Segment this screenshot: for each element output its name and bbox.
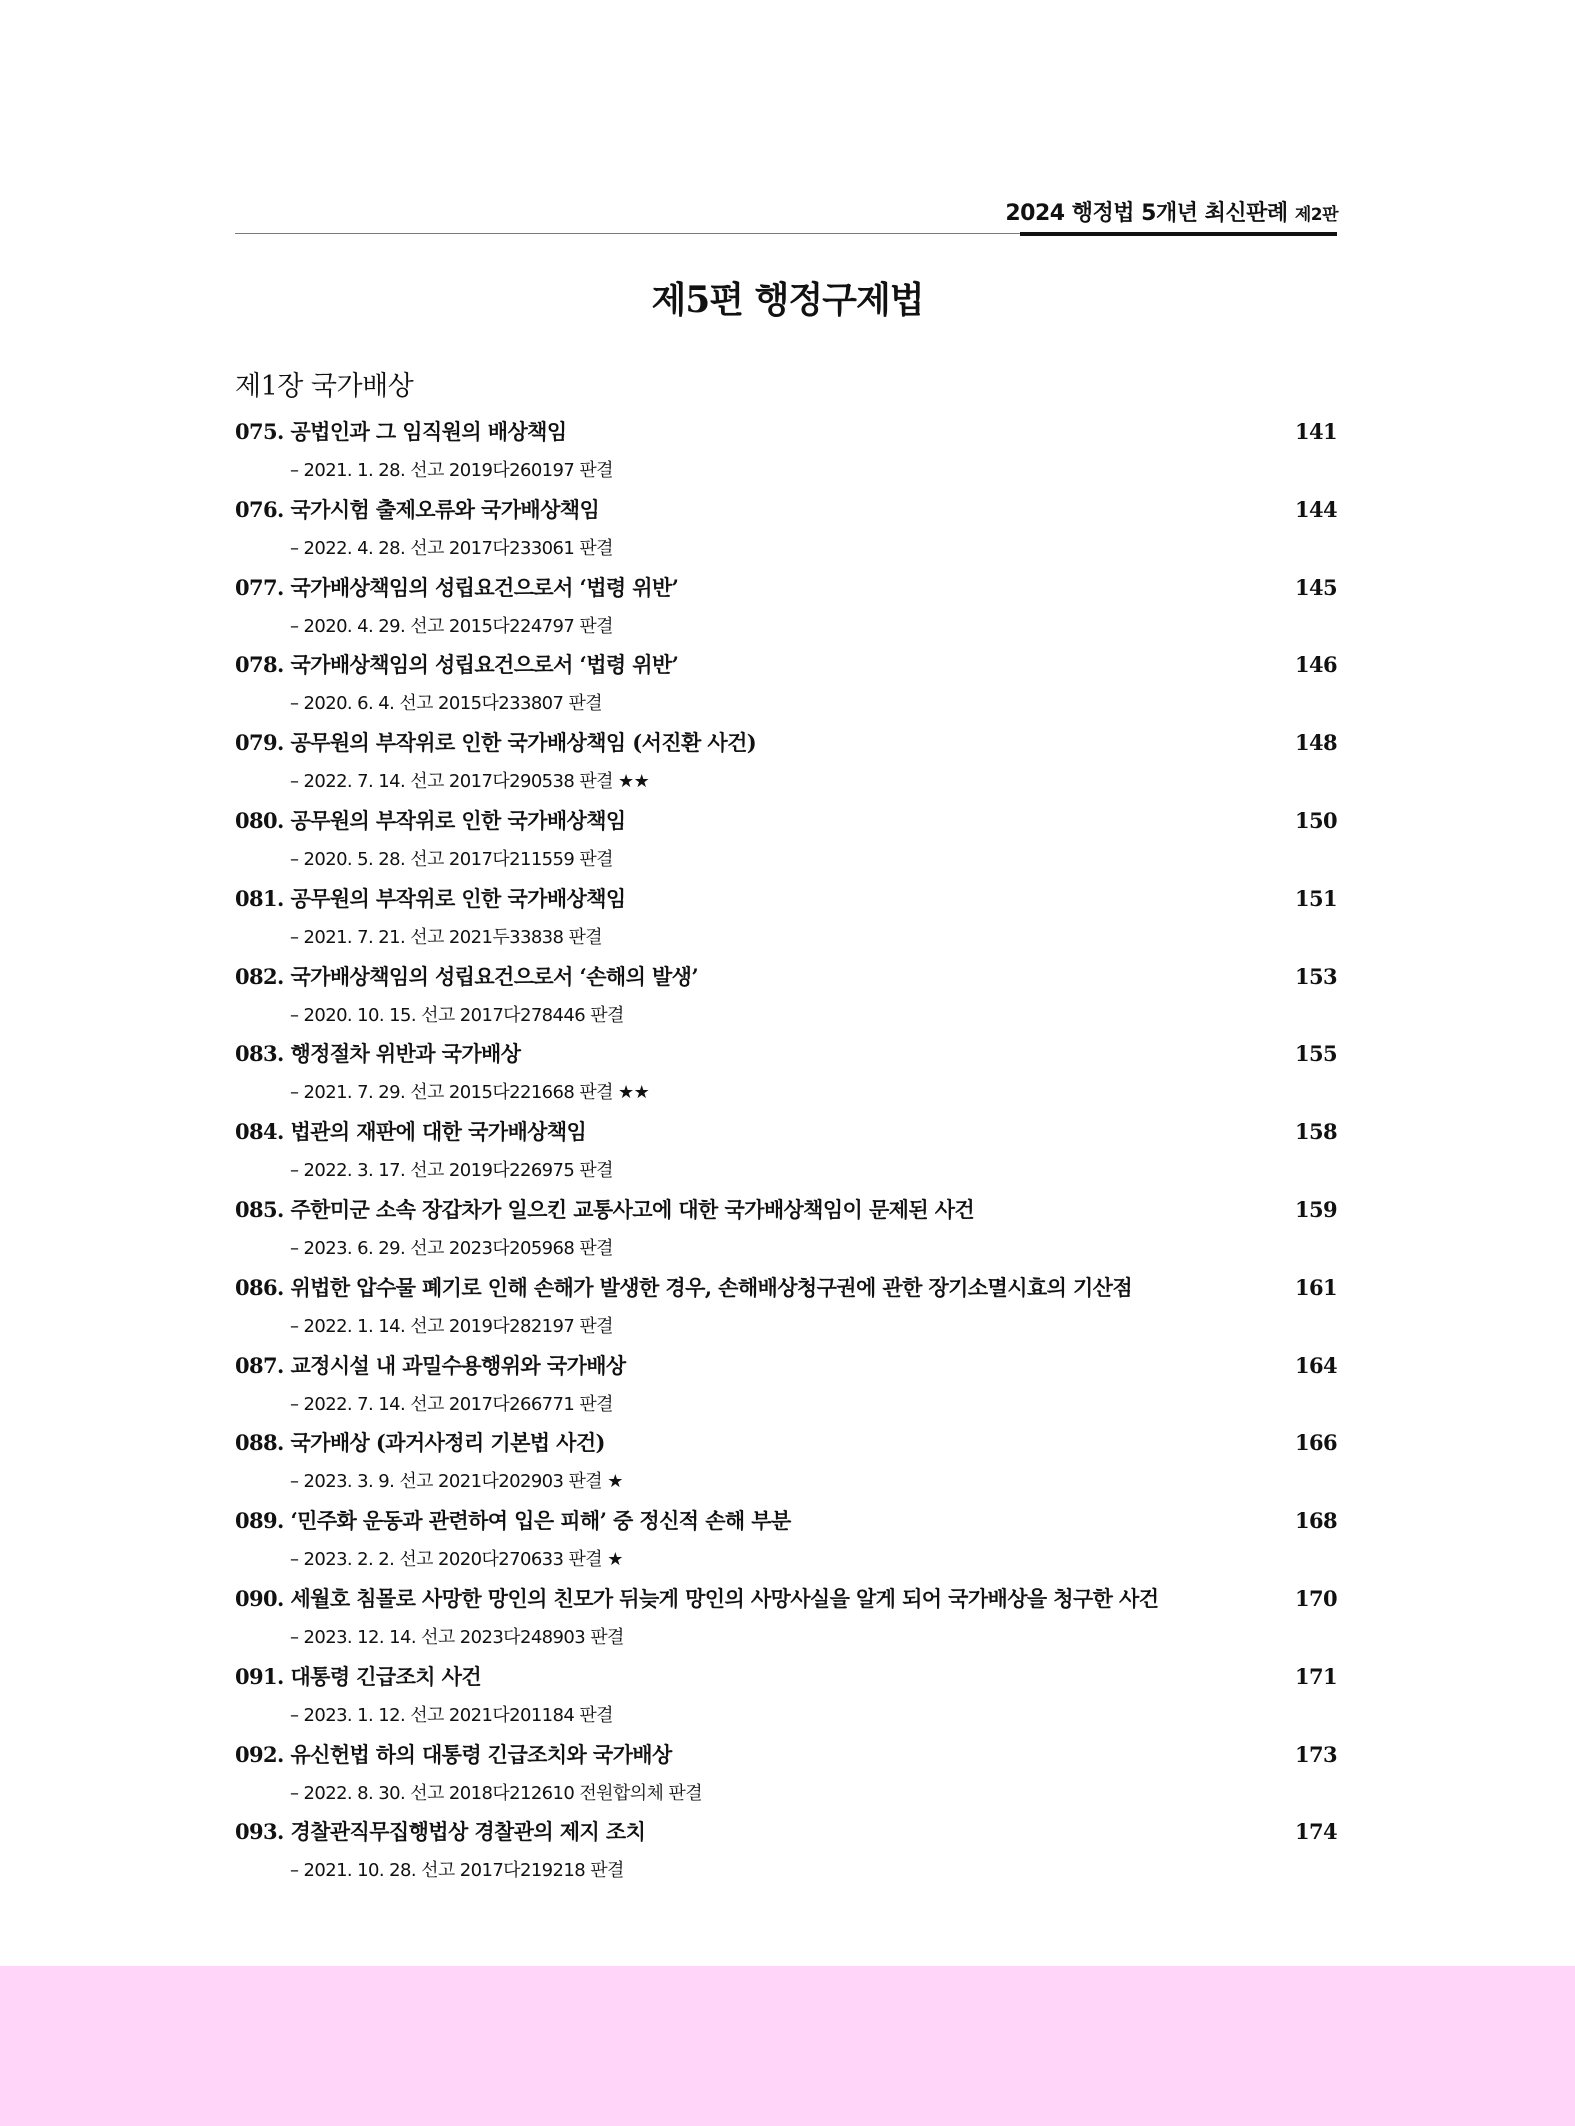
toc-entry-case: – 2023. 2. 2. 선고 2020다270633 판결 ★ xyxy=(290,1549,623,1570)
toc-entry[interactable] xyxy=(0,1661,1575,1739)
toc-entry-case: – 2021. 7. 29. 선고 2015다221668 판결 ★★ xyxy=(290,1082,650,1103)
toc-entry-page: 174 xyxy=(1294,1819,1337,1844)
toc-entry-case: – 2022. 7. 14. 선고 2017다266771 판결 xyxy=(290,1394,613,1415)
toc-entry-case: – 2022. 8. 30. 선고 2018다212610 전원합의체 판결 xyxy=(290,1783,702,1804)
part-title: 제5편 행정구제법 xyxy=(651,279,924,321)
toc-entry-page: 145 xyxy=(1294,575,1337,600)
toc-entry-line xyxy=(235,572,1337,604)
toc-entry-page: 166 xyxy=(1294,1430,1337,1455)
toc-entry-page: 153 xyxy=(1294,964,1337,989)
toc-entry-page: 141 xyxy=(1294,419,1337,444)
toc-entry-case: – 2020. 4. 29. 선고 2015다224797 판결 xyxy=(290,616,613,637)
toc-entry-case: – 2022. 3. 17. 선고 2019다226975 판결 xyxy=(290,1160,613,1181)
toc-entry-line xyxy=(235,1038,1337,1070)
chapter-title: 제1장 국가배상 xyxy=(235,371,414,402)
toc-entry-line xyxy=(235,1427,1337,1459)
toc-entry[interactable] xyxy=(0,1116,1575,1194)
toc-entry-line xyxy=(235,416,1337,448)
toc-entry[interactable] xyxy=(0,1816,1575,1894)
toc-entry-title: 077. 국가배상책임의 성립요건으로서 ‘법령 위반’ xyxy=(235,575,679,600)
toc-entry-title: 090. 세월호 침몰로 사망한 망인의 친모가 뒤늦게 망인의 사망사실을 알게 되어 국가배상을 청구한 사건 xyxy=(235,1586,1159,1611)
toc-entry-line xyxy=(235,1661,1337,1693)
toc-entry-line xyxy=(235,494,1337,526)
toc-entry-page: 151 xyxy=(1294,886,1337,911)
toc-entry-line xyxy=(235,727,1337,759)
toc-entry[interactable] xyxy=(0,1350,1575,1428)
toc-entry-case: – 2023. 12. 14. 선고 2023다248903 판결 xyxy=(290,1627,624,1648)
toc-entry-title: 085. 주한미군 소속 장갑차가 일으킨 교통사고에 대한 국가배상책임이 문제된 사건 xyxy=(235,1197,975,1222)
toc-entry-page: 173 xyxy=(1294,1742,1337,1767)
toc-entry-title: 083. 행정절차 위반과 국가배상 xyxy=(235,1041,521,1066)
toc-entry[interactable] xyxy=(0,1583,1575,1661)
toc-entry[interactable] xyxy=(0,805,1575,883)
toc-entry-page: 161 xyxy=(1294,1275,1337,1300)
toc-entry-page: 150 xyxy=(1294,808,1337,833)
toc-entry-title: 088. 국가배상 (과거사정리 기본법 사건) xyxy=(235,1430,605,1455)
toc-entry-line xyxy=(235,883,1337,915)
toc-entry[interactable] xyxy=(0,1739,1575,1817)
toc-entry[interactable] xyxy=(0,1505,1575,1583)
edition-label: 제2판 xyxy=(1294,205,1338,225)
toc-entry-title: 078. 국가배상책임의 성립요건으로서 ‘법령 위반’ xyxy=(235,652,679,677)
toc-entry-case: – 2023. 6. 29. 선고 2023다205968 판결 xyxy=(290,1238,613,1259)
toc-entry-case: – 2022. 7. 14. 선고 2017다290538 판결 ★★ xyxy=(290,771,650,792)
toc-entry-case: – 2023. 1. 12. 선고 2021다201184 판결 xyxy=(290,1705,613,1726)
toc-entry-line xyxy=(235,1350,1337,1382)
toc-entry-line xyxy=(235,1116,1337,1148)
toc-entry-line xyxy=(235,1272,1337,1304)
toc-entry-line xyxy=(235,805,1337,837)
toc-entry-case: – 2020. 10. 15. 선고 2017다278446 판결 xyxy=(290,1005,624,1026)
toc-entry-line xyxy=(235,1505,1337,1537)
toc-entry-case: – 2022. 4. 28. 선고 2017다233061 판결 xyxy=(290,538,613,559)
toc-entry[interactable] xyxy=(0,416,1575,494)
toc-entry-page: 159 xyxy=(1294,1197,1337,1222)
toc-entry-case: – 2023. 3. 9. 선고 2021다202903 판결 ★ xyxy=(290,1471,623,1492)
toc-entry[interactable] xyxy=(0,1194,1575,1272)
toc-entry-line xyxy=(235,961,1337,993)
toc-entry[interactable] xyxy=(0,1427,1575,1505)
toc-entry-title: 081. 공무원의 부작위로 인한 국가배상책임 xyxy=(235,886,626,911)
toc-entry-case: – 2021. 10. 28. 선고 2017다219218 판결 xyxy=(290,1860,624,1881)
toc-entry-title: 082. 국가배상책임의 성립요건으로서 ‘손해의 발생’ xyxy=(235,964,699,989)
toc-entry-page: 171 xyxy=(1294,1664,1337,1689)
toc-entry-title: 079. 공무원의 부작위로 인한 국가배상책임 (서진환 사건) xyxy=(235,730,757,755)
toc-entry-page: 170 xyxy=(1294,1586,1337,1611)
toc-entry-title: 076. 국가시험 출제오류와 국가배상책임 xyxy=(235,497,600,522)
toc-entry-case: – 2020. 5. 28. 선고 2017다211559 판결 xyxy=(290,849,613,870)
toc-entry-page: 168 xyxy=(1294,1508,1337,1533)
toc-entry-case: – 2020. 6. 4. 선고 2015다233807 판결 xyxy=(290,693,603,714)
toc-entry[interactable] xyxy=(0,649,1575,727)
toc-entry[interactable] xyxy=(0,961,1575,1039)
toc-entry-page: 146 xyxy=(1294,652,1337,677)
toc-entry-page: 148 xyxy=(1294,730,1337,755)
toc-entry-line xyxy=(235,1739,1337,1771)
toc-entry[interactable] xyxy=(0,494,1575,572)
toc-entry-title: 075. 공법인과 그 임직원의 배상책임 xyxy=(235,419,567,444)
toc-entry[interactable] xyxy=(0,572,1575,650)
toc-entry-line xyxy=(235,1816,1337,1848)
toc-entry-page: 164 xyxy=(1294,1353,1337,1378)
toc-entry-title: 080. 공무원의 부작위로 인한 국가배상책임 xyxy=(235,808,626,833)
toc-entry-line xyxy=(235,1194,1337,1226)
toc-entry-title: 089. ‘민주화 운동과 관련하여 입은 피해’ 중 정신적 손해 부분 xyxy=(235,1508,791,1533)
toc-entry-title: 092. 유신헌법 하의 대통령 긴급조치와 국가배상 xyxy=(235,1742,672,1767)
toc-entry-title: 091. 대통령 긴급조치 사건 xyxy=(235,1664,482,1689)
toc-entry-case: – 2021. 1. 28. 선고 2019다260197 판결 xyxy=(290,460,613,481)
toc-entry[interactable] xyxy=(0,883,1575,961)
toc-entry[interactable] xyxy=(0,1272,1575,1350)
toc-entry[interactable] xyxy=(0,727,1575,805)
toc-entry-title: 093. 경찰관직무집행법상 경찰관의 제지 조치 xyxy=(235,1819,646,1844)
toc-entry-title: 087. 교정시설 내 과밀수용행위와 국가배상 xyxy=(235,1353,626,1378)
toc-entry-page: 158 xyxy=(1294,1119,1337,1144)
toc-entry-page: 155 xyxy=(1294,1041,1337,1066)
toc-entry-line xyxy=(235,649,1337,681)
toc-entry[interactable] xyxy=(0,1038,1575,1116)
toc-entry-line xyxy=(235,1583,1337,1615)
toc-entry-case: – 2022. 1. 14. 선고 2019다282197 판결 xyxy=(290,1316,613,1337)
footer-band xyxy=(0,1966,1575,2126)
book-title: 2024 행정법 5개년 최신판례 xyxy=(1005,201,1288,226)
toc-entry-page: 144 xyxy=(1294,497,1337,522)
toc-entry-title: 086. 위법한 압수물 폐기로 인해 손해가 발생한 경우, 손해배상청구권에 관한 장기소멸시효의 기산점 xyxy=(235,1275,1133,1300)
toc-entry-title: 084. 법관의 재판에 대한 국가배상책임 xyxy=(235,1119,587,1144)
toc-entry-case: – 2021. 7. 21. 선고 2021두33838 판결 xyxy=(290,927,603,948)
